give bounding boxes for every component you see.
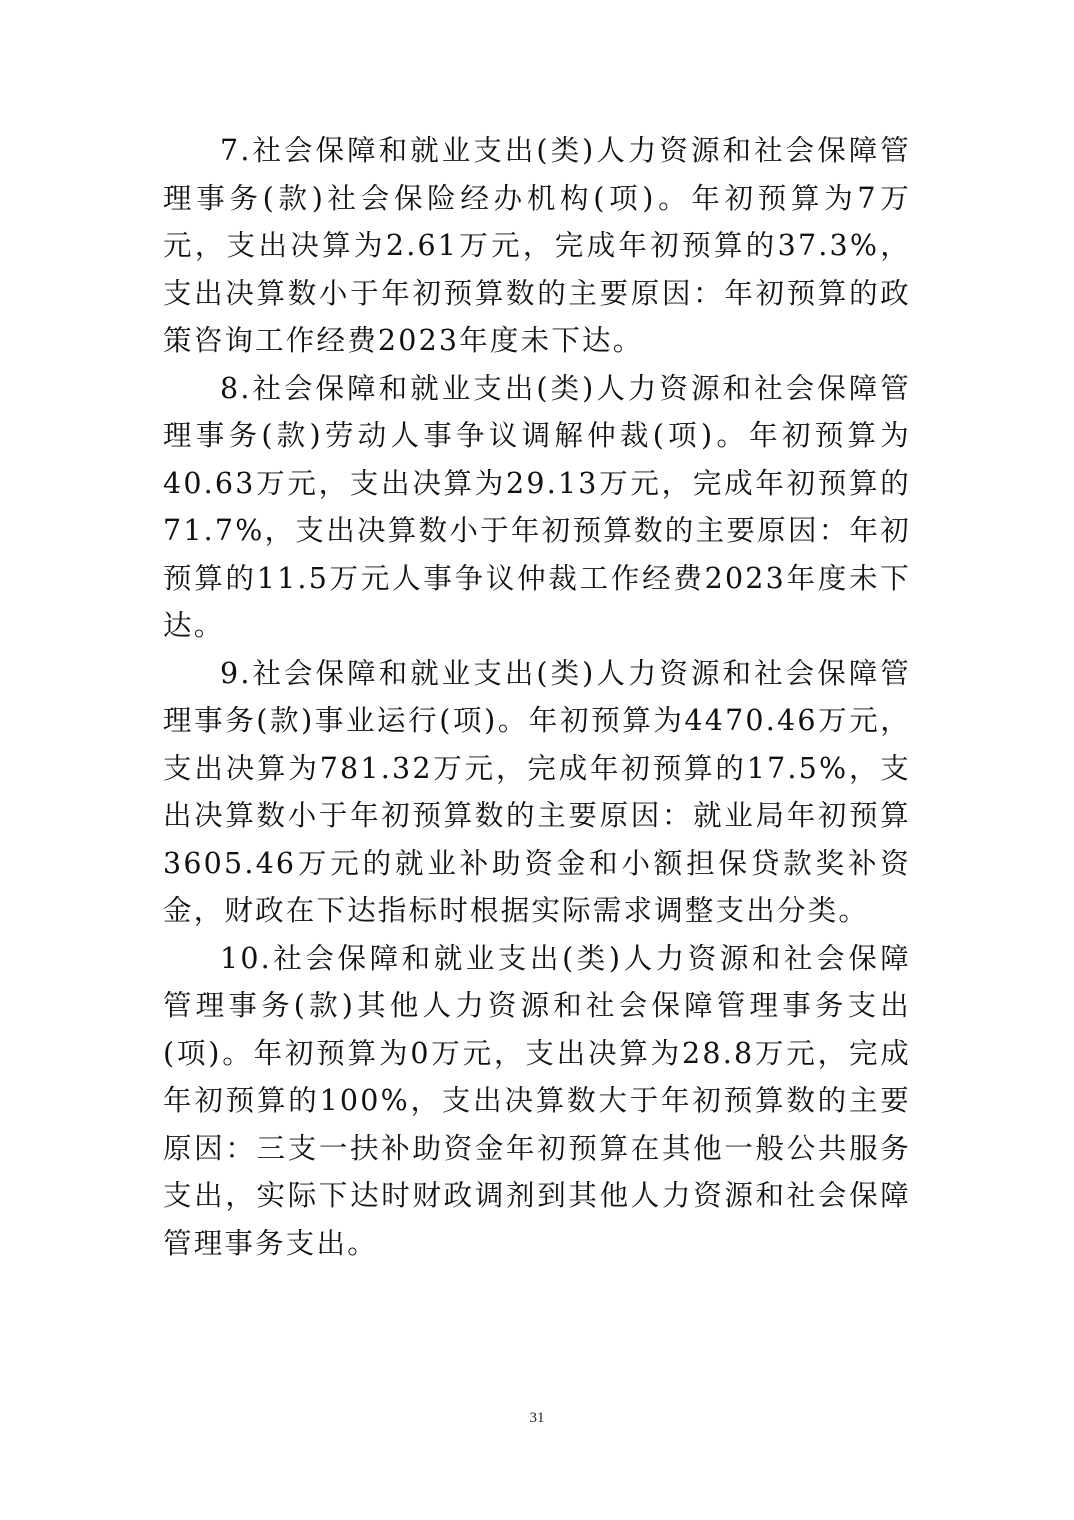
document-body [163, 127, 911, 1267]
paragraph-item-10: 10.社会保障和就业支出(类)人力资源和社会保障管理事务(款)其他人力资源和社会保障管理事务支出(项)。年初预算为0万元，支出决算为28.8万元，完成年初预算的100%，支出决算数大于年初预算数的主要原因：三支一扶补助资金年初预算在其他一般公共服务支出，实际下达时财政调剂到其他人力资源和社会保障管理事务支出。 [163, 941, 911, 1260]
paragraph-item-9: 9.社会保障和就业支出(类)人力资源和社会保障管理事务(款)事业运行(项)。年初预算为4470.46万元，支出决算为781.32万元，完成年初预算的17.5%，支出决算数小于年初预算数的主要原因：就业局年初预算3605.46万元的就业补助资金和小额担保贷款奖补资金，财政在下达指标时根据实际需求调整支出分类。 [163, 656, 911, 927]
paragraph-item-7: 7.社会保障和就业支出(类)人力资源和社会保障管理事务(款)社会保险经办机构(项)。年初预算为7万元，支出决算为2.61万元，完成年初预算的37.3%，支出决算数小于年初预算数的主要原因：年初预算的政策咨询工作经费2023年度未下达。 [163, 134, 911, 357]
page-number: 31 [529, 1410, 545, 1426]
paragraph-item-8: 8.社会保障和就业支出(类)人力资源和社会保障管理事务(款)劳动人事争议调解仲裁(项)。年初预算为40.63万元，支出决算为29.13万元，完成年初预算的71.7%，支出决算数小于年初预算数的主要原因：年初预算的11.5万元人事争议仲裁工作经费2023年度未下达。 [163, 371, 911, 642]
